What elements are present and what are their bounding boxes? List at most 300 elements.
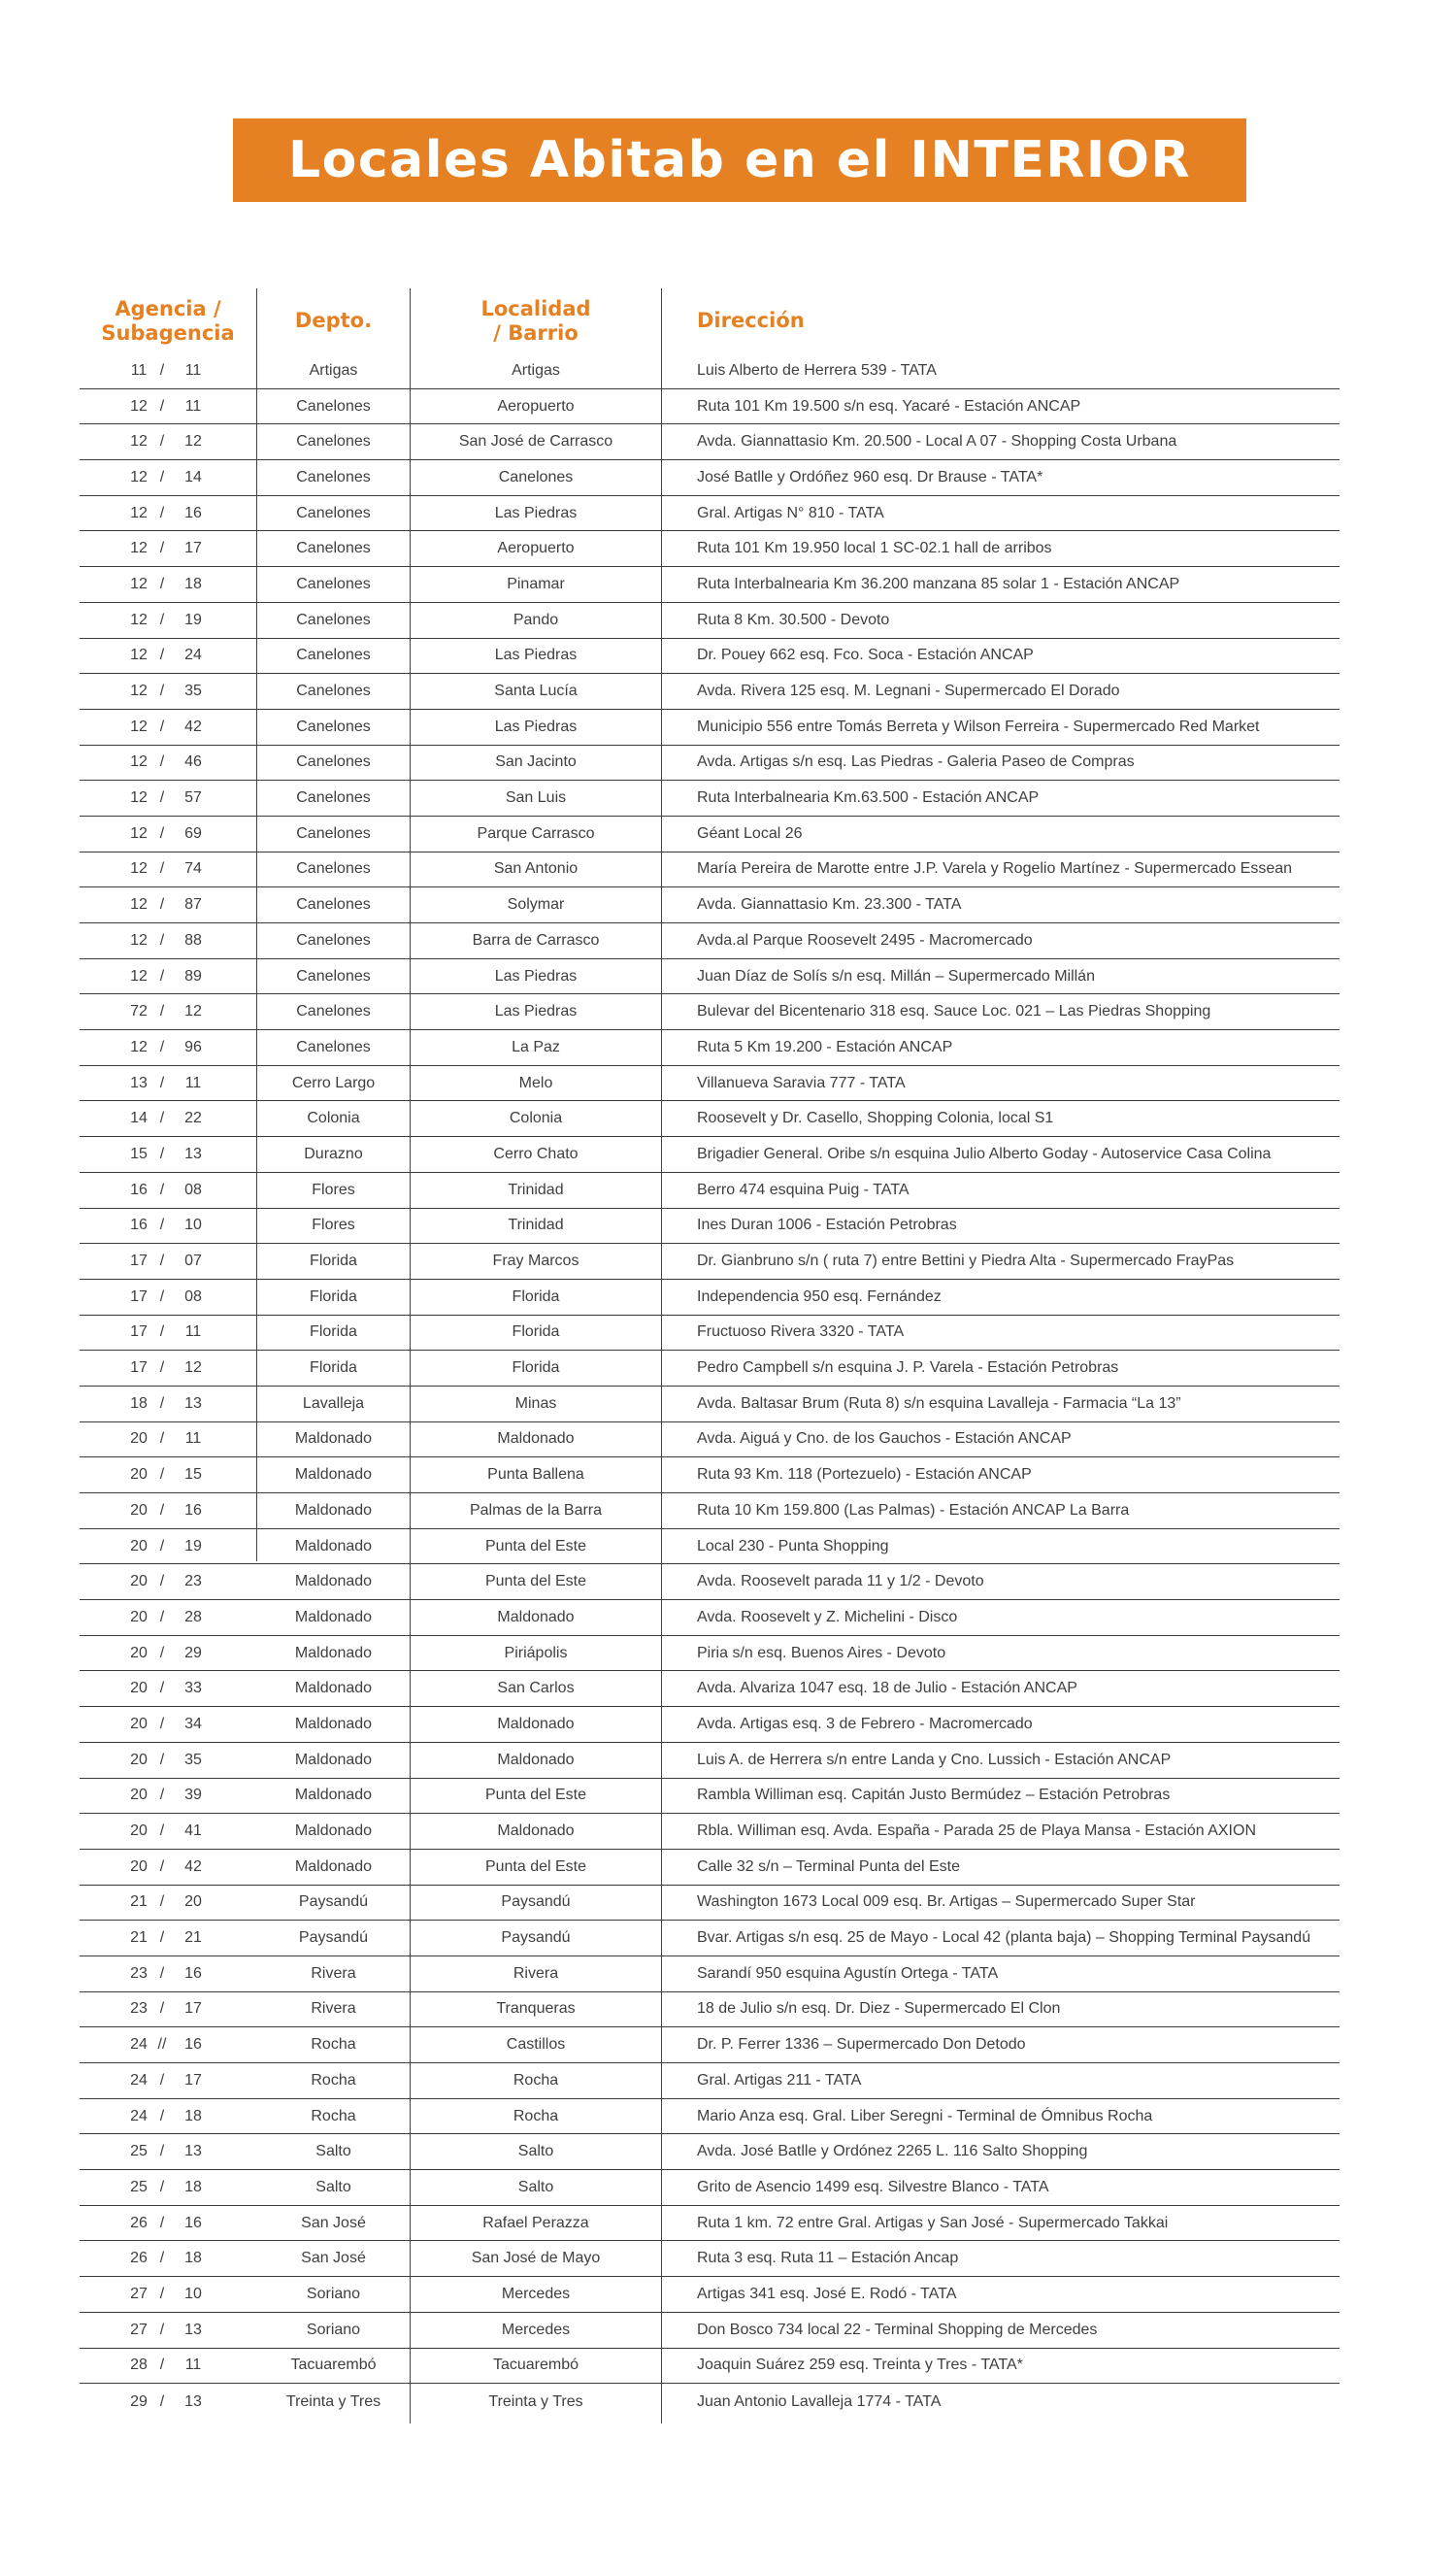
direccion-cell: Independencia 950 esq. Fernández [697, 1287, 942, 1305]
table-row [80, 817, 1340, 852]
depto-cell: Canelones [296, 789, 371, 807]
table-row [80, 1101, 1340, 1137]
depto-cell: Soriano [306, 2321, 361, 2338]
header-localidad-line2: / Barrio [493, 320, 579, 345]
table-row [80, 639, 1340, 675]
agencia-separator: / [159, 2143, 165, 2160]
agencia-number: 12 [130, 647, 148, 664]
subagencia-number: 11 [184, 1074, 202, 1091]
localidad-cell: Cerro Chato [493, 1145, 579, 1162]
subagencia-number: 69 [184, 824, 202, 842]
agencia-separator: / [159, 2000, 165, 2018]
agencia-number: 24 [130, 2036, 148, 2054]
agencia-separator: / [159, 647, 165, 664]
agencia-number: 20 [130, 1751, 148, 1768]
agencia-number: 20 [130, 1430, 148, 1448]
depto-cell: Paysandú [298, 1893, 369, 1911]
direccion-cell: Dr. Gianbruno s/n ( ruta 7) entre Bettini y Piedra Alta - Supermercado FrayPas [697, 1253, 1235, 1270]
localidad-cell: Punta del Este [484, 1573, 587, 1590]
direccion-cell: Ruta 93 Km. 118 (Portezuelo) - Estación ANCAP [697, 1466, 1032, 1484]
agencia-number: 12 [130, 433, 148, 451]
depto-cell: Canelones [296, 967, 371, 985]
direccion-cell: Juan Díaz de Solís s/n esq. Millán – Supermercado Millán [697, 967, 1095, 985]
agencia-number: 12 [130, 718, 148, 735]
depto-cell: Maldonado [294, 1430, 373, 1448]
depto-cell: Canelones [296, 860, 371, 878]
agencia-separator: / [159, 1893, 165, 1911]
agencia-separator: / [159, 1394, 165, 1412]
depto-cell: Canelones [296, 647, 371, 664]
agencia-number: 18 [130, 1394, 148, 1412]
agencia-cell [80, 639, 256, 674]
subagencia-number: 88 [184, 931, 202, 949]
agencia-separator: / [159, 611, 165, 628]
direccion-cell: Ines Duran 1006 - Estación Petrobras [697, 1217, 957, 1234]
agencia-cell [80, 1030, 256, 1065]
agencia-cell [80, 1743, 256, 1778]
localidad-cell: Las Piedras [494, 967, 578, 985]
agencia-number: 20 [130, 1466, 148, 1484]
subagencia-number: 13 [184, 2321, 202, 2338]
localidad-cell: Aeropuerto [497, 540, 575, 557]
subagencia-number: 16 [184, 504, 202, 521]
agencia-separator: / [159, 361, 165, 379]
subagencia-number: 20 [184, 1893, 202, 1911]
header-direccion-label: Dirección [697, 309, 805, 332]
direccion-cell: Rambla Williman esq. Capitán Justo Bermúdez – Estación Petrobras [697, 1787, 1171, 1804]
direccion-cell: Don Bosco 734 local 22 - Terminal Shopping de Mercedes [697, 2321, 1098, 2338]
localidad-cell: Maldonado [497, 1608, 575, 1625]
depto-cell: Flores [312, 1181, 355, 1198]
agencia-separator: / [159, 2250, 165, 2267]
agencia-cell [80, 2241, 256, 2276]
direccion-cell: Avda. Giannattasio Km. 20.500 - Local A 07 - Shopping Costa Urbana [697, 433, 1177, 451]
depto-cell: Flores [312, 1217, 355, 1234]
direccion-cell: Gral. Artigas N° 810 - TATA [697, 504, 884, 521]
agencia-cell [80, 1921, 256, 1956]
agencia-separator: / [159, 1501, 165, 1519]
table-row [80, 2206, 1340, 2242]
agencia-number: 15 [130, 1145, 148, 1162]
depto-cell: Maldonado [294, 1644, 373, 1661]
subagencia-number: 19 [184, 1537, 202, 1554]
agencia-cell [80, 2134, 256, 2169]
agencia-cell [80, 1850, 256, 1885]
agencia-separator: / [159, 789, 165, 807]
table-row [80, 1173, 1340, 1209]
localidad-cell: Punta Ballena [487, 1466, 584, 1484]
agencia-separator: / [159, 540, 165, 557]
header-agencia-line2: Subagencia [101, 320, 235, 345]
agencia-separator: / [159, 2178, 165, 2195]
header-depto [257, 288, 410, 353]
agencia-cell [80, 1671, 256, 1706]
localidad-cell: Tacuarembó [492, 2357, 579, 2374]
table-row [80, 710, 1340, 746]
localidad-cell: Melo [518, 1074, 553, 1091]
depto-cell: Rocha [311, 2071, 356, 2089]
subagencia-number: 11 [184, 2357, 202, 2374]
localidad-cell: Paysandú [501, 1929, 571, 1947]
agencia-separator: / [159, 397, 165, 415]
agencia-number: 20 [130, 1822, 148, 1840]
localidad-cell: Rocha [513, 2071, 559, 2089]
depto-cell: Cerro Largo [291, 1074, 376, 1091]
subagencia-number: 41 [184, 1822, 202, 1840]
localidad-cell: Colonia [509, 1110, 563, 1127]
localidad-cell: San José de Mayo [471, 2250, 601, 2267]
table-body [80, 353, 1340, 2420]
subagencia-number: 11 [184, 1323, 202, 1341]
table-row [80, 424, 1340, 460]
agencia-cell [80, 923, 256, 958]
table-row [80, 852, 1340, 888]
agencia-number: 21 [130, 1893, 148, 1911]
subagencia-number: 08 [184, 1287, 202, 1305]
direccion-cell: Fructuoso Rivera 3320 - TATA [697, 1323, 905, 1341]
subagencia-number: 33 [184, 1680, 202, 1697]
direccion-cell: Avda. Alvariza 1047 esq. 18 de Julio - Estación ANCAP [697, 1680, 1077, 1697]
agencia-separator: / [159, 2107, 165, 2124]
table-row [80, 1779, 1340, 1815]
subagencia-number: 34 [184, 1715, 202, 1732]
agencia-separator: / [159, 1253, 165, 1270]
table-row [80, 2170, 1340, 2206]
agencia-separator: / [159, 1715, 165, 1732]
agencia-number: 20 [130, 1501, 148, 1519]
localidad-cell: Paysandú [501, 1893, 571, 1911]
depto-cell: Durazno [304, 1145, 363, 1162]
agencia-cell [80, 1956, 256, 1991]
subagencia-number: 28 [184, 1608, 202, 1625]
localidad-cell: Punta del Este [484, 1537, 587, 1554]
table-row [80, 1351, 1340, 1387]
agencia-cell [80, 389, 256, 424]
table-row [80, 1850, 1340, 1886]
depto-cell: Rocha [311, 2107, 356, 2124]
table-row [80, 1921, 1340, 1956]
header-agencia [80, 288, 256, 353]
localidad-cell: Florida [512, 1359, 560, 1377]
direccion-cell: Ruta 5 Km 19.200 - Estación ANCAP [697, 1038, 953, 1055]
agencia-separator: / [159, 896, 165, 914]
table-row [80, 2384, 1340, 2420]
localidad-cell: Minas [514, 1394, 557, 1412]
depto-cell: Artigas [309, 361, 358, 379]
agencia-separator: / [159, 1003, 165, 1020]
agencia-number: 12 [130, 860, 148, 878]
agencia-separator: / [159, 860, 165, 878]
depto-cell: Salto [315, 2178, 351, 2195]
agencia-cell [80, 852, 256, 887]
localidad-cell: Barra de Carrasco [472, 931, 600, 949]
depto-cell: Lavalleja [302, 1394, 365, 1412]
subagencia-number: 13 [184, 1394, 202, 1412]
agencia-cell [80, 1636, 256, 1671]
agencia-separator: / [159, 1217, 165, 1234]
depto-cell: San José [301, 2250, 366, 2267]
agencia-number: 14 [130, 1110, 148, 1127]
agencia-cell [80, 2384, 256, 2420]
agencia-number: 28 [130, 2357, 148, 2374]
subagencia-number: 35 [184, 1751, 202, 1768]
page-title: Locales Abitab en el INTERIOR [287, 131, 1192, 189]
localidad-cell: Santa Lucía [494, 683, 578, 700]
table-row [80, 603, 1340, 639]
agencia-cell [80, 1209, 256, 1244]
agencia-cell [80, 2277, 256, 2312]
agencia-cell [80, 531, 256, 566]
agencia-cell [80, 603, 256, 638]
subagencia-number: 11 [184, 397, 202, 415]
agencia-cell [80, 2170, 256, 2205]
direccion-cell: Local 230 - Punta Shopping [697, 1537, 889, 1554]
table-row [80, 674, 1340, 710]
depto-cell: Maldonado [294, 1751, 373, 1768]
localidad-cell: Castillos [506, 2036, 566, 2054]
agencia-number: 20 [130, 1537, 148, 1554]
agencia-cell [80, 817, 256, 852]
agencia-cell [80, 1707, 256, 1742]
table-row [80, 1422, 1340, 1458]
agencia-number: 25 [130, 2178, 148, 2195]
agencia-separator: / [159, 2357, 165, 2374]
agencia-separator: / [159, 2214, 165, 2231]
agencia-separator: / [159, 2071, 165, 2089]
table-row [80, 1992, 1340, 2028]
agencia-number: 20 [130, 1715, 148, 1732]
localidad-cell: Salto [517, 2178, 554, 2195]
direccion-cell: Ruta 101 Km 19.500 s/n esq. Yacaré - Estación ANCAP [697, 397, 1081, 415]
localidad-cell: San Carlos [497, 1680, 575, 1697]
agencia-separator: / [159, 1038, 165, 1055]
agencia-number: 26 [130, 2250, 148, 2267]
depto-cell: Maldonado [294, 1787, 373, 1804]
depto-cell: Canelones [296, 1038, 371, 1055]
depto-cell: Canelones [296, 540, 371, 557]
agencia-separator: / [159, 575, 165, 592]
agencia-separator: / [159, 824, 165, 842]
agencia-cell [80, 710, 256, 745]
localidad-cell: Solymar [507, 896, 565, 914]
localidad-cell: Trinidad [508, 1217, 564, 1234]
table-row [80, 1244, 1340, 1280]
table-row [80, 1814, 1340, 1850]
direccion-cell: Ruta 10 Km 159.800 (Las Palmas) - Estación ANCAP La Barra [697, 1501, 1130, 1519]
depto-cell: Salto [315, 2143, 351, 2160]
direccion-cell: Ruta Interbalnearia Km 36.200 manzana 85 solar 1 - Estación ANCAP [697, 575, 1180, 592]
subagencia-number: 17 [184, 2071, 202, 2089]
agencia-cell [80, 567, 256, 602]
table-row [80, 2277, 1340, 2313]
table-header [80, 288, 1340, 353]
table-row [80, 887, 1340, 923]
table-row [80, 1280, 1340, 1316]
subagencia-number: 19 [184, 611, 202, 628]
direccion-cell: Ruta Interbalnearia Km.63.500 - Estación ANCAP [697, 789, 1040, 807]
table-row [80, 2313, 1340, 2349]
depto-cell: Florida [310, 1359, 357, 1377]
direccion-cell: Dr. P. Ferrer 1336 – Supermercado Don Detodo [697, 2036, 1026, 2054]
table-row [80, 1956, 1340, 1992]
direccion-cell: Luis A. de Herrera s/n entre Landa y Cno. Lussich - Estación ANCAP [697, 1751, 1172, 1768]
localidad-cell: Aeropuerto [497, 397, 575, 415]
agencia-separator: / [159, 1074, 165, 1091]
localidad-cell: Punta del Este [484, 1787, 587, 1804]
agencia-cell [80, 496, 256, 531]
agencia-number: 12 [130, 504, 148, 521]
direccion-cell: Artigas 341 esq. José E. Rodó - TATA [697, 2285, 957, 2302]
depto-cell: Soriano [306, 2285, 361, 2302]
agencia-cell [80, 353, 256, 388]
agencia-cell [80, 1992, 256, 2027]
table-row [80, 1457, 1340, 1493]
agencia-cell [80, 1564, 256, 1599]
subagencia-number: 17 [184, 540, 202, 557]
subagencia-number: 18 [184, 575, 202, 592]
agencia-separator: / [159, 718, 165, 735]
subagencia-number: 12 [184, 1003, 202, 1020]
localidad-cell: San Antonio [493, 860, 579, 878]
direccion-cell: Bvar. Artigas s/n esq. 25 de Mayo - Local 42 (planta baja) – Shopping Terminal Paysandú [697, 1929, 1311, 1947]
table-row [80, 567, 1340, 603]
direccion-cell: Avda. Roosevelt y Z. Michelini - Disco [697, 1608, 958, 1625]
depto-cell: Canelones [296, 504, 371, 521]
localidad-cell: Maldonado [497, 1715, 575, 1732]
agencia-number: 72 [130, 1003, 148, 1020]
localidad-cell: Maldonado [497, 1430, 575, 1448]
depto-cell: San José [301, 2214, 366, 2231]
depto-cell: Maldonado [294, 1537, 373, 1554]
depto-cell: Maldonado [294, 1822, 373, 1840]
subagencia-number: 22 [184, 1110, 202, 1127]
subagencia-number: 18 [184, 2178, 202, 2195]
agencia-separator: / [159, 2321, 165, 2338]
table-row [80, 1886, 1340, 1922]
localidad-cell: Rafael Perazza [482, 2214, 589, 2231]
table-row [80, 531, 1340, 567]
direccion-cell: Ruta 8 Km. 30.500 - Devoto [697, 611, 890, 628]
table-row [80, 1600, 1340, 1636]
table-row [80, 2027, 1340, 2063]
direccion-cell: Avda. Artigas esq. 3 de Febrero - Macromercado [697, 1715, 1033, 1732]
localidad-cell: La Paz [512, 1038, 560, 1055]
header-localidad [411, 288, 661, 353]
localidad-cell: Mercedes [501, 2285, 571, 2302]
agencia-separator: / [159, 967, 165, 985]
depto-cell: Maldonado [294, 1857, 373, 1875]
depto-cell: Canelones [296, 468, 371, 485]
agencia-cell [80, 1600, 256, 1635]
table-row [80, 1137, 1340, 1173]
table-row [80, 2099, 1340, 2135]
subagencia-number: 08 [184, 1181, 202, 1198]
agencia-number: 24 [130, 2107, 148, 2124]
agencia-separator: / [159, 1287, 165, 1305]
direccion-cell: 18 de Julio s/n esq. Dr. Diez - Supermercado El Clon [697, 2000, 1061, 2018]
table-row [80, 2241, 1340, 2277]
agencia-separator: / [159, 1537, 165, 1554]
table-row [80, 781, 1340, 817]
table-row [80, 959, 1340, 995]
agencia-number: 12 [130, 824, 148, 842]
localidad-cell: Maldonado [497, 1751, 575, 1768]
direccion-cell: Washington 1673 Local 009 esq. Br. Artigas – Supermercado Super Star [697, 1893, 1196, 1911]
agencia-cell [80, 1529, 256, 1564]
direccion-cell: Villanueva Saravia 777 - TATA [697, 1074, 906, 1091]
table-row [80, 1529, 1340, 1565]
agencia-cell [80, 674, 256, 709]
localidad-cell: Rocha [513, 2107, 559, 2124]
agencia-cell [80, 2313, 256, 2348]
header-direccion [697, 288, 1340, 353]
agencia-separator: / [159, 433, 165, 451]
subagencia-number: 35 [184, 683, 202, 700]
agencia-cell [80, 2206, 256, 2241]
agencia-separator: / [159, 1323, 165, 1341]
agencia-separator: // [157, 2036, 167, 2054]
direccion-cell: Géant Local 26 [697, 824, 803, 842]
agencia-cell [80, 781, 256, 816]
agencia-number: 12 [130, 896, 148, 914]
agencia-cell [80, 1387, 256, 1421]
depto-cell: Tacuarembó [290, 2357, 377, 2374]
depto-cell: Canelones [296, 896, 371, 914]
agencia-number: 25 [130, 2143, 148, 2160]
localidad-cell: Florida [512, 1287, 560, 1305]
agencia-cell [80, 1316, 256, 1351]
table-row [80, 1493, 1340, 1529]
depto-cell: Rivera [311, 2000, 356, 2018]
header-agencia-line1: Agencia / [115, 296, 221, 320]
direccion-cell: Roosevelt y Dr. Casello, Shopping Colonia, local S1 [697, 1110, 1054, 1127]
subagencia-number: 18 [184, 2107, 202, 2124]
localidad-cell: Las Piedras [494, 647, 578, 664]
depto-cell: Canelones [296, 575, 371, 592]
table-row [80, 1743, 1340, 1779]
agencia-number: 23 [130, 1964, 148, 1982]
direccion-cell: Pedro Campbell s/n esquina J. P. Varela - Estación Petrobras [697, 1359, 1119, 1377]
agencia-number: 12 [130, 1038, 148, 1055]
depto-cell: Maldonado [294, 1501, 373, 1519]
subagencia-number: 16 [184, 1964, 202, 1982]
subagencia-number: 57 [184, 789, 202, 807]
agencia-separator: / [159, 468, 165, 485]
agencia-separator: / [159, 1787, 165, 1804]
agencia-separator: / [159, 1964, 165, 1982]
agencia-number: 12 [130, 967, 148, 985]
agencia-separator: / [159, 1929, 165, 1947]
agencia-cell [80, 1351, 256, 1386]
agencia-cell [80, 1066, 256, 1101]
subagencia-number: 21 [184, 1929, 202, 1947]
subagencia-number: 23 [184, 1573, 202, 1590]
direccion-cell: Avda. Baltasar Brum (Ruta 8) s/n esquina Lavalleja - Farmacia “La 13” [697, 1394, 1181, 1412]
agencia-cell [80, 2063, 256, 2098]
agencia-number: 29 [130, 2392, 148, 2410]
direccion-cell: Avda.al Parque Roosevelt 2495 - Macromercado [697, 931, 1033, 949]
direccion-cell: Ruta 101 Km 19.950 local 1 SC-02.1 hall de arribos [697, 540, 1052, 557]
subagencia-number: 13 [184, 1145, 202, 1162]
agencia-number: 13 [130, 1074, 148, 1091]
direccion-cell: Avda. Aiguá y Cno. de los Gauchos - Estación ANCAP [697, 1430, 1072, 1448]
subagencia-number: 12 [184, 1359, 202, 1377]
agencia-separator: / [159, 1466, 165, 1484]
agencia-separator: / [159, 1857, 165, 1875]
direccion-cell: Avda. Roosevelt parada 11 y 1/2 - Devoto [697, 1573, 984, 1590]
table-row [80, 389, 1340, 425]
depto-cell: Maldonado [294, 1573, 373, 1590]
